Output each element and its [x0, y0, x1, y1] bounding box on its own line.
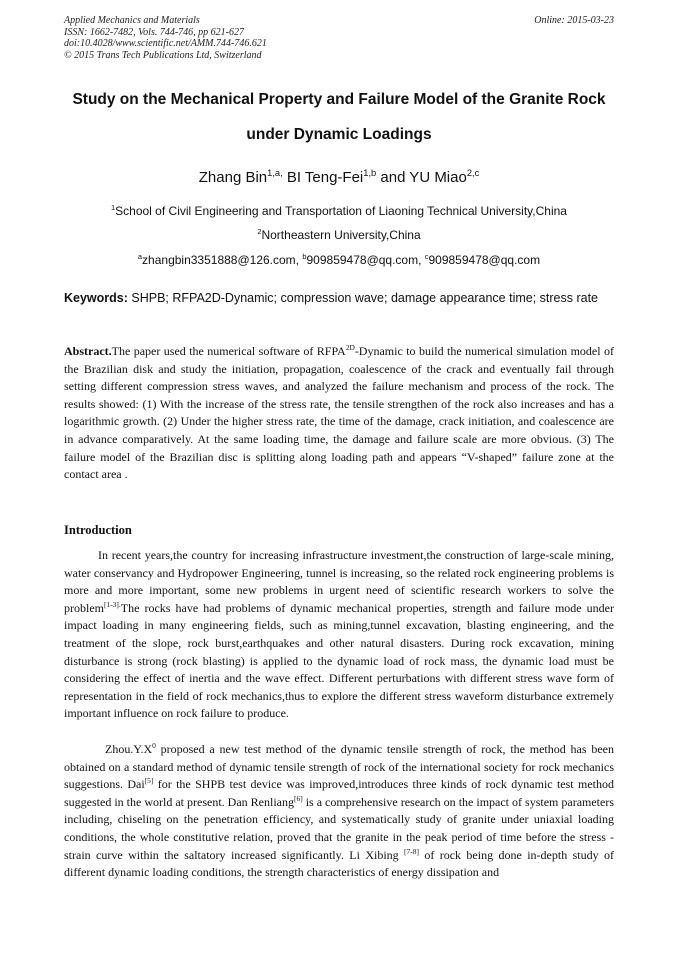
- author-3-sup: 2,c: [466, 168, 480, 178]
- intro-p2-citation-3: [6]: [294, 793, 303, 803]
- keywords-label: Keywords:: [64, 291, 132, 305]
- intro-p2-text-c: for the SHPB test device was improved,introduces three kinds of rock dynamic test method suggested in the world at present. Dan Renliang: [64, 777, 614, 809]
- intro-p2-text-e: of rock being done in-depth study of different dynamic loading conditions, the strength characteristics of energy dissipation and: [64, 847, 614, 880]
- author-list: [40, 169, 638, 186]
- email-b[interactable]: 909859478@qq.com,: [306, 253, 425, 267]
- intro-paragraph-2: [64, 741, 614, 882]
- paper-title-line-1: Study on the Mechanical Property and Failure Model of the Granite Rock: [72, 91, 606, 108]
- abstract-text-1: The paper used the numerical software of RFPA: [111, 344, 346, 358]
- email-a[interactable]: zhangbin3351888@126.com,: [142, 253, 303, 267]
- doi-line: doi:10.4028/www.scientific.net/AMM.744-746.621: [64, 38, 267, 49]
- author-2: BI Teng-Fei: [282, 169, 364, 186]
- intro-p2-text-d: is a comprehensive research on the impact of system parameters including, chiseling on the penetration efficiency, and systematically study of granite under uniaxial loading conditions, the whole constitutive relation, proved that the granite in the peak period of time before the stress - strain curve within the saltatory increased significantly. Li Xibing: [64, 794, 615, 862]
- email-b-sup: b: [302, 252, 307, 261]
- abstract-label: Abstract.: [64, 344, 112, 358]
- email-c[interactable]: 909859478@qq.com: [428, 253, 541, 267]
- intro-paragraph-1: [64, 547, 614, 723]
- abstract-paragraph: [64, 343, 614, 484]
- issn-line: ISSN: 1662-7482, Vols. 744-746, pp 621-627: [64, 26, 244, 38]
- email-line: [40, 253, 638, 267]
- author-1-sup: 1,a,: [267, 168, 283, 178]
- intro-p2-citation-1: 0: [152, 741, 156, 750]
- author-3: and YU Miao: [376, 169, 467, 186]
- author-2-sup: 1,b: [363, 168, 377, 178]
- intro-p1-citation: [1-3].: [104, 599, 121, 609]
- affiliation-1-sup: 1: [111, 203, 116, 212]
- paper-title-line-2: under Dynamic Loadings: [246, 126, 432, 143]
- affiliation-2: [40, 228, 638, 242]
- intro-p1-text-b: The rocks have had problems of dynamic mechanical properties, strength and failure mode under impact loading in many engineering fields, such as mining,tunnel excavation, blasting engineering, and the treatment of the slope, rock burst,earthquakes and other natural disasters. During rock excavation, mining disturbance is strong (rock blasting) is applied to the dynamic load of rock mass, the dynamic load must be considering the effect of inertia and the wave effect. Different perturbations with different stress wave form of representation in the field of rock mechanics,thus to explore the different stress waveform disturbance extremely important influence on rock failure to produce.: [64, 600, 614, 721]
- intro-p2-text-a: Zhou.Y.X: [105, 742, 153, 756]
- abstract-sup: 2D: [345, 343, 355, 352]
- affiliation-1: [40, 204, 638, 218]
- email-c-sup: c: [424, 252, 429, 261]
- intro-p2-text-b: proposed a new test method of the dynamic tensile strength of rock, the method has been obtained on a standard method of dynamic tensile strength of rock of the international society for rock mechanics suggestions. Dai: [64, 742, 614, 792]
- keywords-text: SHPB; RFPA2D-Dynamic; compression wave; damage appearance time; stress rate: [131, 291, 599, 305]
- email-a-sup: a: [137, 252, 143, 261]
- intro-p2-citation-2: [5]: [144, 776, 154, 786]
- abstract-text-2: -Dynamic to build the numerical simulation model of the Brazilian disk and study the initiation, propagation, coalescence of the crack and eventually fail through setting different compression stress waves, and analyzed the failure mechanism and process of the rock. The results showed: (1) With the increase of the stress rate, the tensile strengthen of the rock also increases and has a logarithmic growth. (2) Under the higher stress rate, the time of the damage, crack initiation, and coalescence are in advance comparatively. At the same loading time, the damage and failure scale are more obvious. (3) The failure model of the Brazilian disc is splitting along loading path and appears “V-shaped” failure zone at the contact area .: [64, 344, 614, 482]
- introduction-heading: Introduction: [64, 523, 132, 537]
- intro-p2-citation-4: [7-8]: [404, 846, 419, 856]
- affiliation-1-text: School of Civil Engineering and Transportation of Liaoning Technical University,China: [115, 204, 567, 218]
- keywords-block: [64, 289, 614, 307]
- online-date: Online: 2015-03-23: [534, 15, 614, 26]
- copyright-line: © 2015 Trans Tech Publications Ltd, Switzerland: [64, 49, 262, 61]
- author-1: Zhang Bin: [198, 169, 268, 186]
- affiliation-2-text: Northeastern University,China: [261, 228, 421, 242]
- intro-p1-text-a: In recent years,the country for increasing infrastructure investment,the construction of large-scale mining, water conservancy and Hydropower Engineering, tunnel is increasing, so the related rock engineering problems is more and more important, some new problems in urgent need of scientific research workers to solve the problem: [64, 548, 614, 615]
- journal-header: [64, 15, 614, 61]
- affiliation-2-sup: 2: [257, 227, 262, 236]
- journal-name: Applied Mechanics and Materials: [64, 15, 200, 26]
